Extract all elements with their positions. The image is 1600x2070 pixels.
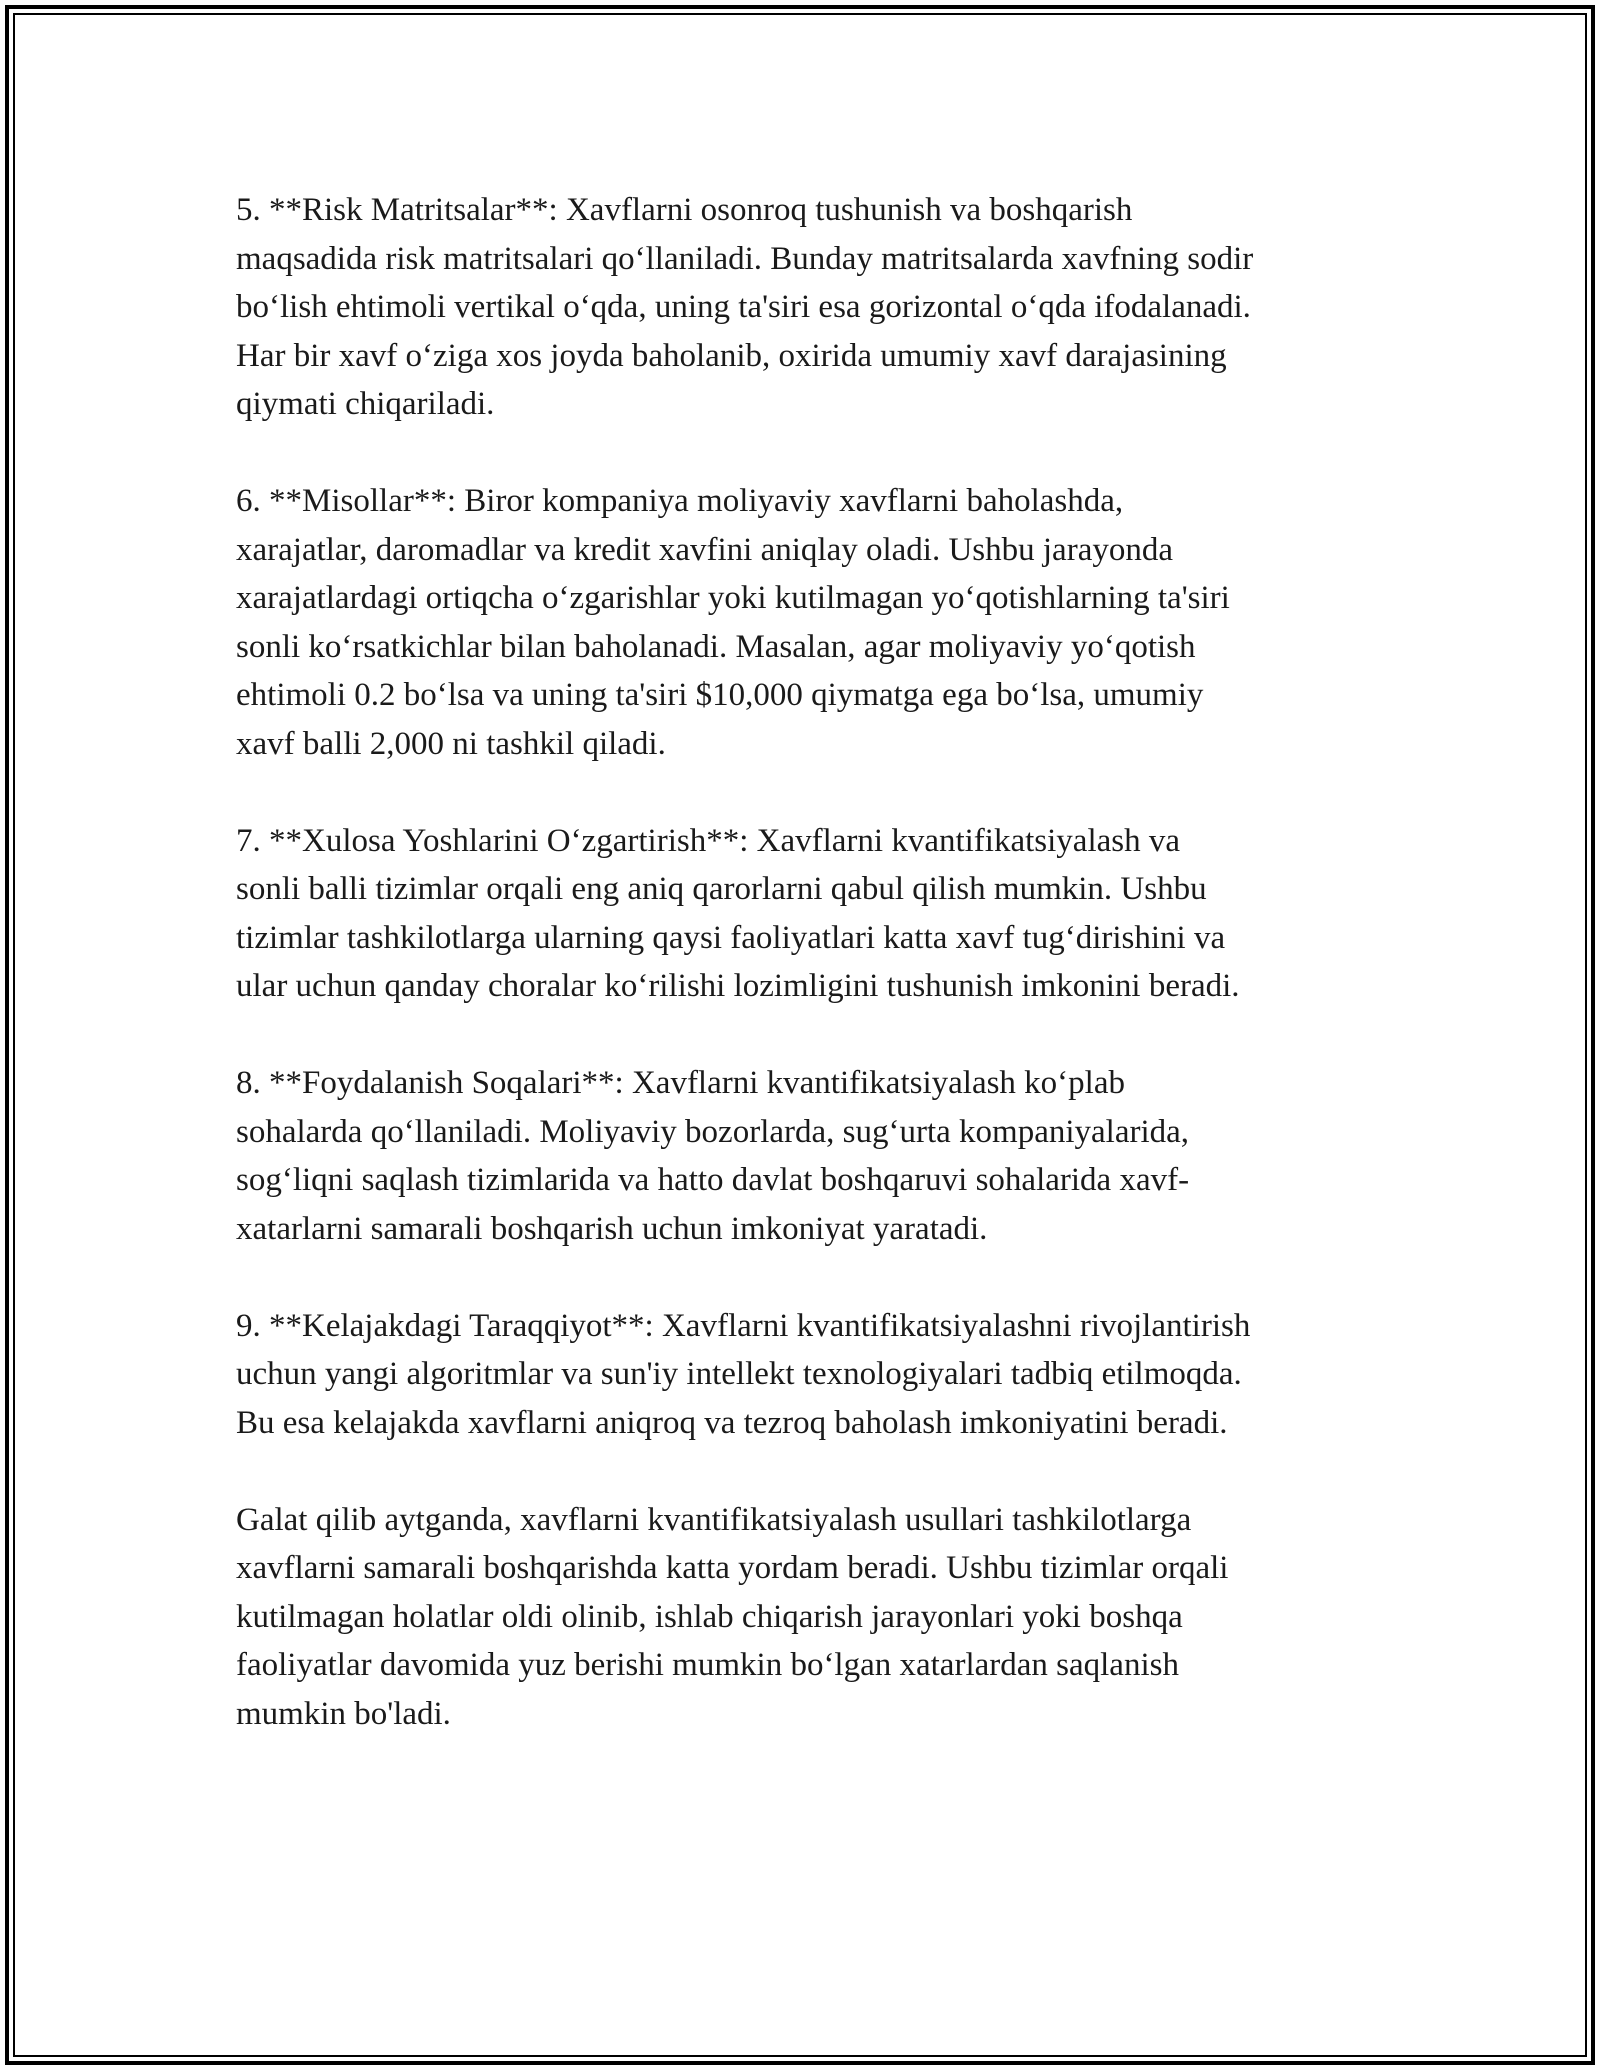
text-line: 5. **Risk Matritsalar**: Xavflarni osonroq tushunish va boshqarish [236, 192, 1133, 228]
text-line: Galat qilib aytganda, xavflarni kvantifikatsiyalash usullari tashkilotlarga [236, 1501, 1192, 1538]
paragraph-examples [236, 477, 1376, 768]
text-line: kutilmagan holatlar oldi olinib, ishlab chiqarish jarayonlari yoki boshqa [236, 1598, 1183, 1635]
text-line: mumkin bo'ladi. [236, 1695, 451, 1732]
text-line: sog‘liqni saqlash tizimlarida va hatto davlat boshqaruvi sohalarida xavf- [236, 1162, 1190, 1198]
text-line: xatarlarni samarali boshqarish uchun imkoniyat yaratadi. [236, 1210, 988, 1247]
text-line: qiymati chiqariladi. [236, 386, 495, 422]
text-line: sonli ko‘rsatkichlar bilan baholanadi. Masalan, agar moliyaviy yo‘qotish [236, 628, 1196, 665]
text-line: faoliyatlar davomida yuz berishi mumkin bo‘lgan xatarlardan saqlanish [236, 1647, 1179, 1683]
text-line: 8. **Foydalanish Soqalari**: Xavflarni kvantifikatsiyalash ko‘plab [236, 1065, 1125, 1101]
text-line: sohalarda qo‘llaniladi. Moliyaviy bozorlarda, sug‘urta kompaniyalarida, [236, 1113, 1190, 1150]
text-line: xarajatlar, daromadlar va kredit xavfini aniqlay oladi. Ushbu jarayonda [236, 531, 1173, 568]
text-line: sonli balli tizimlar orqali eng aniq qarorlarni qabul qilish mumkin. Ushbu [236, 871, 1207, 907]
text-line: ular uchun qanday choralar ko‘rilishi lozimligini tushunish imkonini beradi. [236, 968, 1240, 1004]
text-line: 6. **Misollar**: Biror kompaniya moliyaviy xavflarni baholashda, [236, 483, 1124, 519]
paragraph-usage-areas [236, 1059, 1376, 1253]
paragraph-risk-matrices [236, 186, 1376, 429]
text-line: tizimlar tashkilotlarga ularning qaysi faoliyatlari katta xavf tug‘dirishini va [236, 919, 1226, 956]
paragraph-summary [236, 1496, 1376, 1739]
text-line: Har bir xavf o‘ziga xos joyda baholanib, oxirida umumiy xavf darajasining [236, 337, 1227, 374]
document-body [236, 186, 1376, 1787]
text-line: maqsadida risk matritsalari qo‘llaniladi. Bunday matritsalarda xavfning sodir [236, 240, 1254, 277]
text-line: xarajatlardagi ortiqcha o‘zgarishlar yoki kutilmagan yo‘qotishlarning ta'siri [236, 580, 1230, 616]
text-line: xavf balli 2,000 ni tashkil qiladi. [236, 725, 666, 762]
text-line: Bu esa kelajakda xavflarni aniqroq va tezroq baholash imkoniyatini beradi. [236, 1404, 1228, 1441]
text-line: 7. **Xulosa Yoshlarini O‘zgartirish**: Xavflarni kvantifikatsiyalash va [236, 822, 1180, 859]
paragraph-conclusion-change [236, 817, 1376, 1011]
text-line: ehtimoli 0.2 bo‘lsa va uning ta'siri $10,000 qiymatga ega bo‘lsa, umumiy [236, 677, 1204, 713]
text-line: uchun yangi algoritmlar va sun'iy intellekt texnologiyalari tadbiq etilmoqda. [236, 1356, 1242, 1392]
text-line: 9. **Kelajakdagi Taraqqiyot**: Xavflarni kvantifikatsiyalashni rivojlantirish [236, 1307, 1251, 1344]
text-line: xavflarni samarali boshqarishda katta yordam beradi. Ushbu tizimlar orqali [236, 1550, 1229, 1586]
paragraph-future-development [236, 1302, 1376, 1448]
text-line: bo‘lish ehtimoli vertikal o‘qda, uning ta'siri esa gorizontal o‘qda ifodalanadi. [236, 289, 1251, 325]
